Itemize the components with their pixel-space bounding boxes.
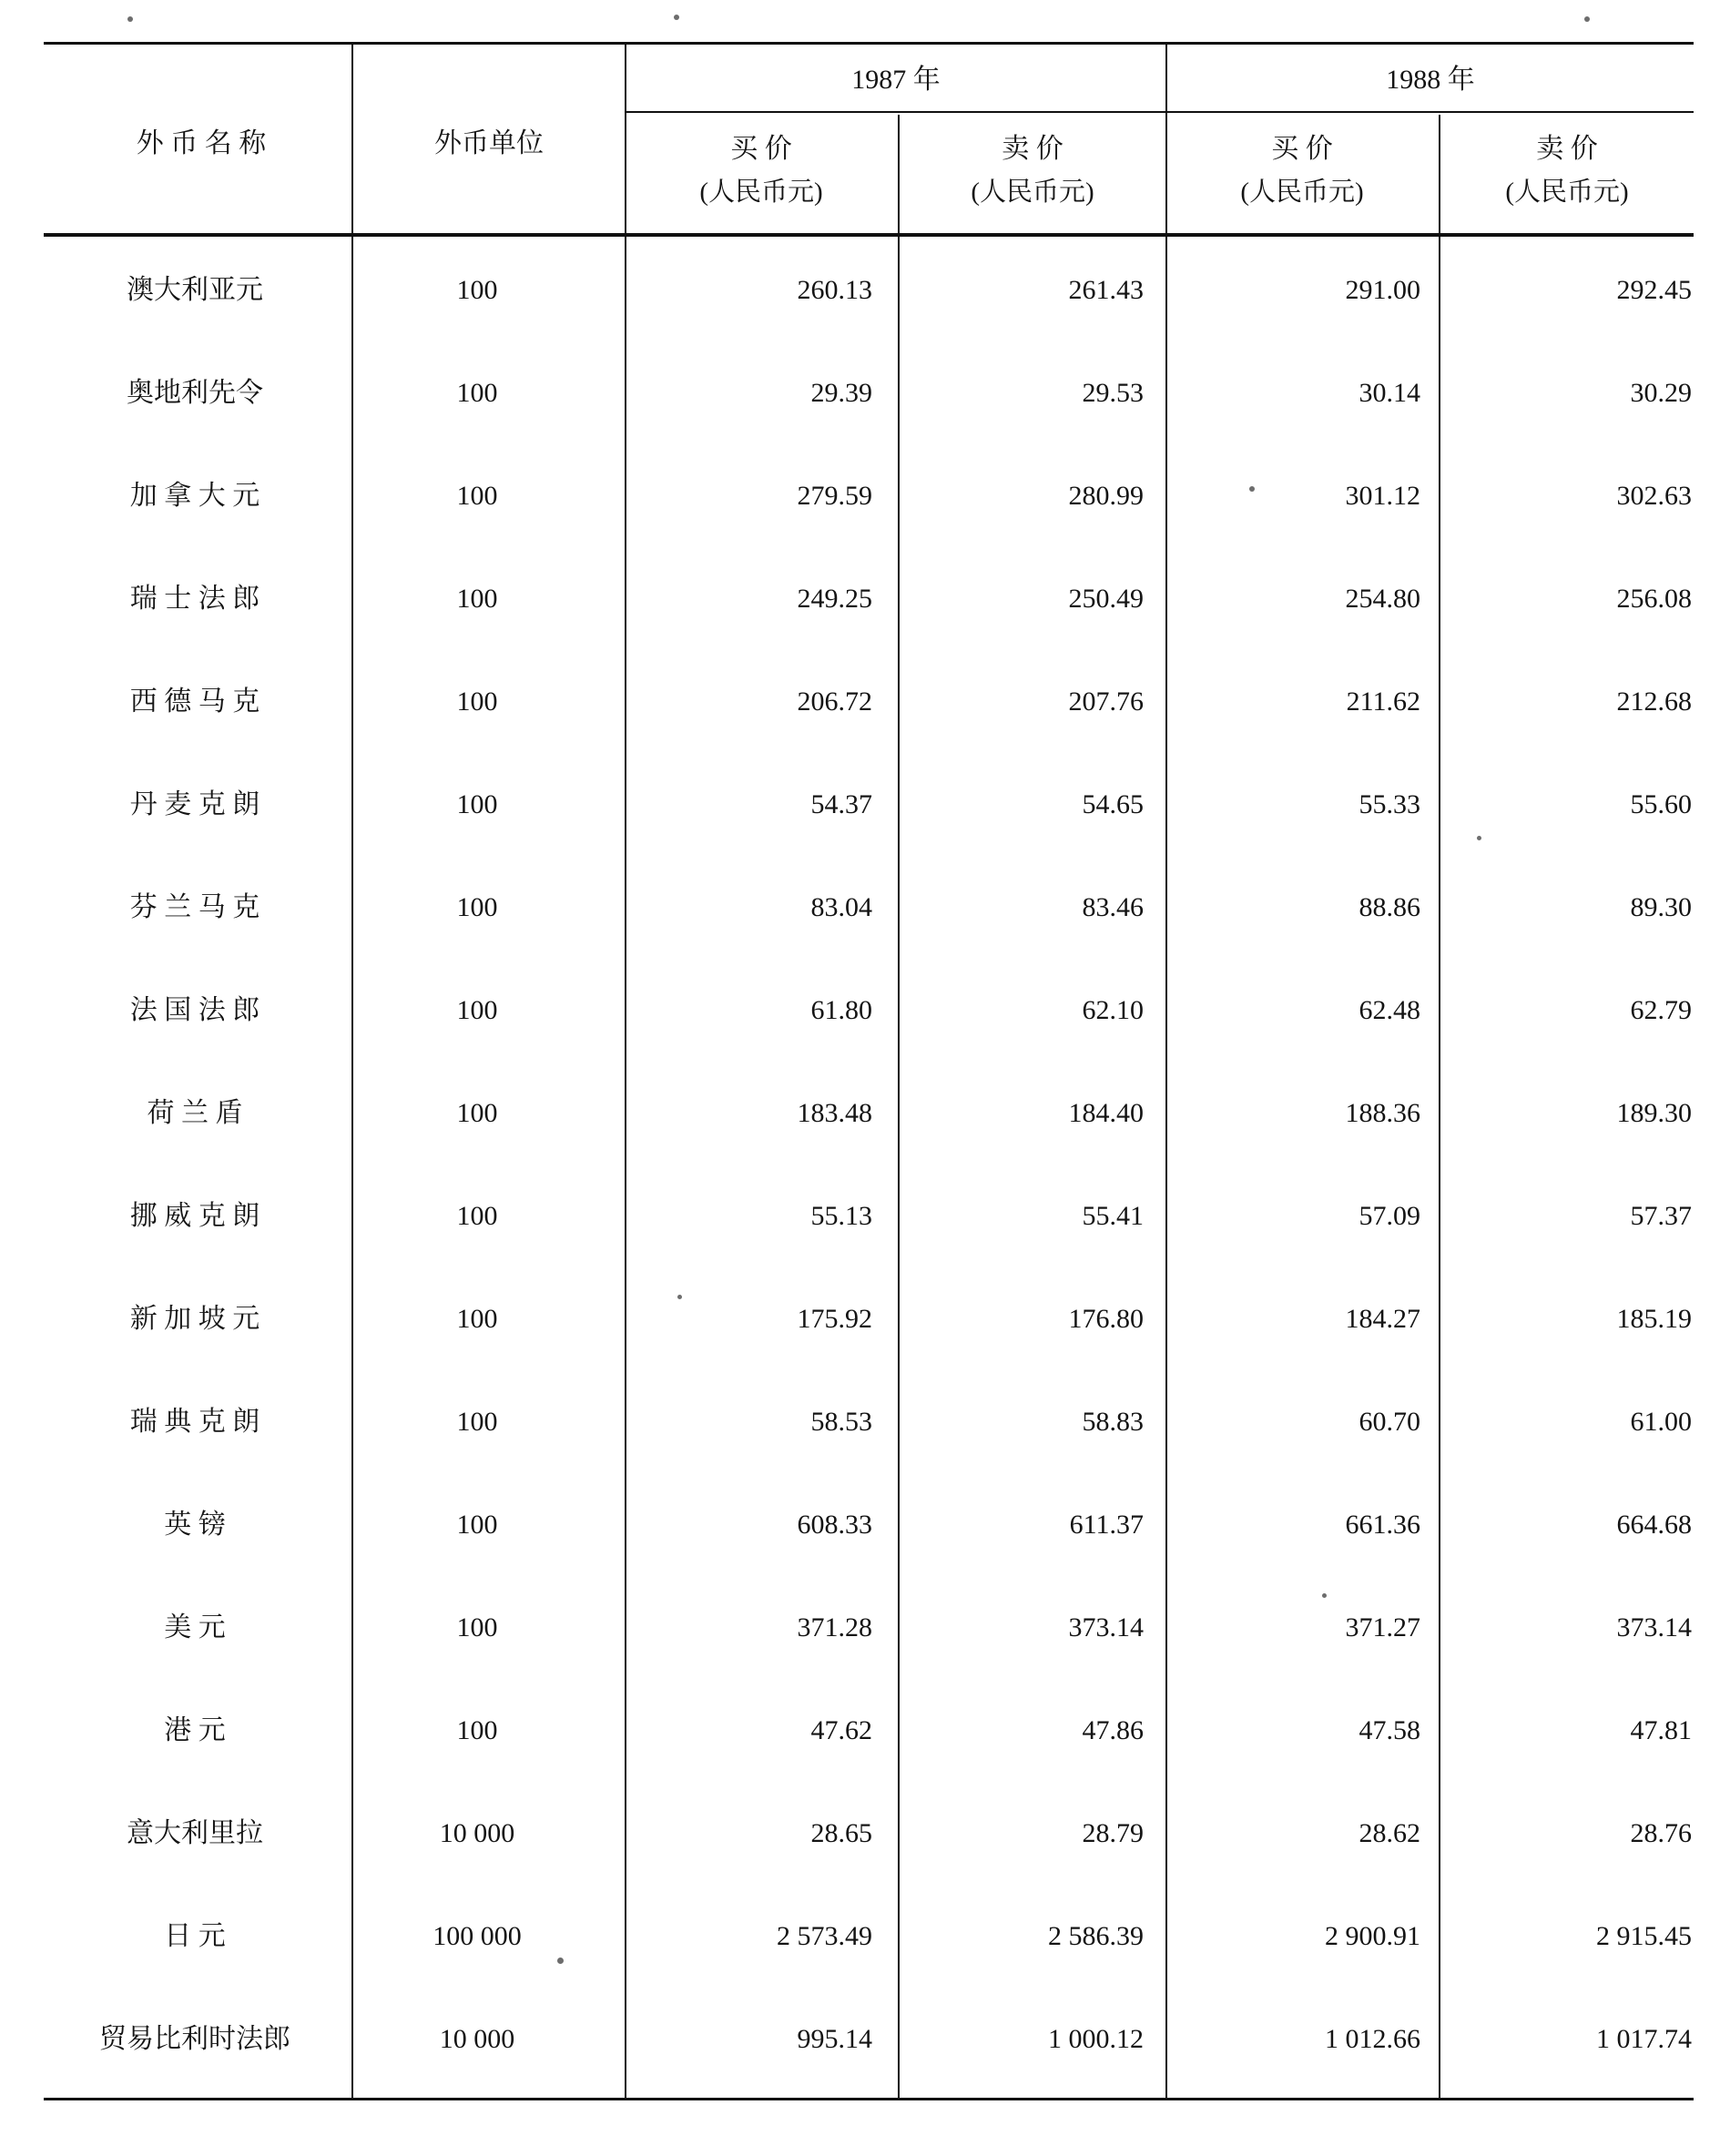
currency-unit: 100 (456, 1510, 498, 1540)
sell-price-1988: 57.37 (1630, 1201, 1692, 1231)
table-row (44, 1576, 1694, 1679)
table-row (44, 1679, 1694, 1782)
currency-unit: 100 (456, 1201, 498, 1231)
header-sell-1988-label: 卖 价 (1536, 134, 1598, 164)
buy-price-1988: 55.33 (1359, 789, 1420, 819)
buy-price-1987: 29.39 (810, 378, 872, 408)
scan-speck (677, 1295, 682, 1299)
buy-price-1988: 1 012.66 (1325, 2024, 1420, 2054)
header-sell-1987 (901, 126, 1164, 208)
table-row (44, 239, 1694, 341)
sell-price-1987: 250.49 (1068, 584, 1144, 614)
header-sell-1988 (1442, 126, 1692, 208)
buy-price-1987: 995.14 (797, 2024, 872, 2054)
buy-price-1987: 371.28 (797, 1612, 872, 1642)
currency-unit: 100 (456, 789, 498, 819)
year-1988-underline (1167, 111, 1694, 113)
buy-price-1987: 2 573.49 (777, 1921, 872, 1951)
buy-price-1987: 183.48 (797, 1098, 872, 1128)
currency-name: 芬 兰 马 克 (129, 892, 260, 922)
table-row (44, 1164, 1694, 1267)
header-sell-1987-label: 卖 价 (1002, 134, 1063, 164)
buy-price-1988: 188.36 (1345, 1098, 1420, 1128)
buy-price-1988: 661.36 (1345, 1510, 1420, 1540)
currency-name: 日 元 (164, 1921, 226, 1951)
currency-unit: 100 (456, 1407, 498, 1437)
currency-name: 丹 麦 克 朗 (129, 789, 260, 819)
buy-price-1987: 279.59 (797, 481, 872, 511)
currency-unit: 100 (456, 1098, 498, 1128)
currency-name: 瑞 典 克 朗 (129, 1407, 260, 1437)
currency-name: 荷 兰 盾 (147, 1098, 243, 1128)
buy-price-1988: 291.00 (1345, 275, 1420, 305)
table-row (44, 1267, 1694, 1370)
sell-price-1987: 373.14 (1068, 1612, 1144, 1642)
currency-name: 贸易比利时法郎 (99, 2024, 290, 2054)
sell-price-1988: 30.29 (1630, 378, 1692, 408)
currency-name: 英 镑 (164, 1510, 226, 1540)
sell-price-1988: 62.79 (1630, 995, 1692, 1025)
table-body (44, 239, 1694, 2090)
header-currency-name: 外 币 名 称 (136, 128, 267, 158)
sell-price-1987: 29.53 (1082, 378, 1144, 408)
sell-price-1987: 58.83 (1082, 1407, 1144, 1437)
sell-price-1987: 83.46 (1082, 892, 1144, 922)
table-row (44, 1062, 1694, 1164)
sell-price-1988: 28.76 (1630, 1818, 1692, 1848)
sell-price-1987: 280.99 (1068, 481, 1144, 511)
buy-price-1987: 175.92 (797, 1304, 872, 1334)
header-year-1988: 1988 年 (1386, 65, 1475, 95)
table-row (44, 341, 1694, 444)
currency-name: 西 德 马 克 (129, 686, 260, 717)
buy-price-1987: 83.04 (810, 892, 872, 922)
currency-name: 奥地利先令 (127, 378, 263, 408)
buy-price-1987: 28.65 (810, 1818, 872, 1848)
sell-price-1987: 47.86 (1082, 1715, 1144, 1745)
table-row (44, 1782, 1694, 1885)
currency-unit: 100 (456, 995, 498, 1025)
table-row (44, 650, 1694, 753)
currency-name: 挪 威 克 朗 (129, 1201, 260, 1231)
currency-unit: 100 000 (432, 1921, 522, 1951)
currency-unit: 100 (456, 378, 498, 408)
currency-name: 美 元 (164, 1612, 226, 1642)
currency-name: 加 拿 大 元 (129, 481, 260, 511)
buy-price-1988: 57.09 (1359, 1201, 1420, 1231)
buy-price-1987: 608.33 (797, 1510, 872, 1540)
scan-speck (557, 1958, 564, 1964)
buy-price-1988: 184.27 (1345, 1304, 1420, 1334)
header-currency-unit: 外币单位 (434, 128, 544, 158)
currency-unit: 10 000 (439, 2024, 515, 2054)
sell-price-1988: 373.14 (1616, 1612, 1692, 1642)
buy-price-1988: 88.86 (1359, 892, 1420, 922)
sell-price-1988: 302.63 (1616, 481, 1692, 511)
buy-price-1988: 28.62 (1359, 1818, 1420, 1848)
sell-price-1988: 2 915.45 (1596, 1921, 1692, 1951)
sell-price-1987: 261.43 (1068, 275, 1144, 305)
buy-price-1987: 58.53 (810, 1407, 872, 1437)
sell-price-1988: 292.45 (1616, 275, 1692, 305)
header-buy-1988-unit: (人民币元) (1240, 178, 1364, 207)
header-buy-1987-unit: (人民币元) (699, 178, 823, 207)
header-buy-1987 (628, 126, 894, 208)
currency-name: 港 元 (164, 1715, 226, 1745)
header-year-1987: 1987 年 (851, 65, 941, 95)
header-buy-1988-label: 买 价 (1271, 134, 1333, 164)
table-row (44, 444, 1694, 547)
buy-price-1988: 371.27 (1345, 1612, 1420, 1642)
sell-price-1988: 256.08 (1616, 584, 1692, 614)
buy-price-1987: 61.80 (810, 995, 872, 1025)
buy-price-1987: 249.25 (797, 584, 872, 614)
sell-price-1987: 184.40 (1068, 1098, 1144, 1128)
currency-unit: 100 (456, 584, 498, 614)
currency-unit: 100 (456, 1304, 498, 1334)
buy-price-1987: 206.72 (797, 686, 872, 717)
currency-name: 新 加 坡 元 (129, 1304, 260, 1334)
sell-price-1988: 55.60 (1630, 789, 1692, 819)
sell-price-1988: 185.19 (1616, 1304, 1692, 1334)
currency-name: 法 国 法 郎 (129, 995, 260, 1025)
currency-unit: 100 (456, 1612, 498, 1642)
currency-unit: 100 (456, 1715, 498, 1745)
sell-price-1987: 1 000.12 (1048, 2024, 1144, 2054)
currency-name: 瑞 士 法 郎 (129, 584, 260, 614)
scan-speck (1477, 836, 1481, 840)
currency-unit: 100 (456, 686, 498, 717)
sell-price-1987: 28.79 (1082, 1818, 1144, 1848)
buy-price-1988: 254.80 (1345, 584, 1420, 614)
sell-price-1988: 664.68 (1616, 1510, 1692, 1540)
scan-speck (674, 15, 679, 20)
sell-price-1987: 2 586.39 (1048, 1921, 1144, 1951)
currency-unit: 100 (456, 892, 498, 922)
sell-price-1987: 54.65 (1082, 789, 1144, 819)
sell-price-1988: 1 017.74 (1596, 2024, 1692, 2054)
buy-price-1988: 211.62 (1346, 686, 1420, 717)
header-sell-1987-unit: (人民币元) (971, 178, 1094, 207)
buy-price-1988: 301.12 (1345, 481, 1420, 511)
sell-price-1987: 611.37 (1069, 1510, 1144, 1540)
table-header-rule (44, 233, 1694, 237)
table-row (44, 856, 1694, 959)
sell-price-1988: 47.81 (1630, 1715, 1692, 1745)
buy-price-1987: 55.13 (810, 1201, 872, 1231)
table-bottom-rule (44, 2098, 1694, 2100)
table-row (44, 1473, 1694, 1576)
currency-unit: 100 (456, 481, 498, 511)
sell-price-1988: 212.68 (1616, 686, 1692, 717)
year-1987-underline (626, 111, 1165, 113)
sell-price-1987: 55.41 (1082, 1201, 1144, 1231)
sell-price-1987: 62.10 (1082, 995, 1144, 1025)
buy-price-1988: 60.70 (1359, 1407, 1420, 1437)
scan-speck (1249, 486, 1255, 492)
table-row (44, 1988, 1694, 2090)
table-row (44, 753, 1694, 856)
table-top-rule (44, 42, 1694, 45)
sell-price-1988: 89.30 (1630, 892, 1692, 922)
buy-price-1988: 30.14 (1359, 378, 1420, 408)
sell-price-1987: 176.80 (1068, 1304, 1144, 1334)
table-row (44, 959, 1694, 1062)
sell-price-1988: 189.30 (1616, 1098, 1692, 1128)
scan-speck (127, 16, 133, 22)
scan-speck (1584, 16, 1590, 22)
buy-price-1987: 54.37 (810, 789, 872, 819)
buy-price-1988: 62.48 (1359, 995, 1420, 1025)
table-row (44, 1370, 1694, 1473)
header-buy-1987-label: 买 价 (730, 134, 792, 164)
header-sell-1988-unit: (人民币元) (1505, 178, 1629, 207)
sell-price-1988: 61.00 (1630, 1407, 1692, 1437)
currency-name: 澳大利亚元 (127, 275, 263, 305)
currency-unit: 100 (456, 275, 498, 305)
header-buy-1988 (1169, 126, 1435, 208)
table-row (44, 1885, 1694, 1988)
buy-price-1987: 47.62 (810, 1715, 872, 1745)
buy-price-1988: 2 900.91 (1325, 1921, 1420, 1951)
currency-unit: 10 000 (439, 1818, 515, 1848)
currency-name: 意大利里拉 (127, 1818, 263, 1848)
sell-price-1987: 207.76 (1068, 686, 1144, 717)
table-row (44, 547, 1694, 650)
buy-price-1988: 47.58 (1359, 1715, 1420, 1745)
scan-speck (1322, 1593, 1327, 1598)
buy-price-1987: 260.13 (797, 275, 872, 305)
